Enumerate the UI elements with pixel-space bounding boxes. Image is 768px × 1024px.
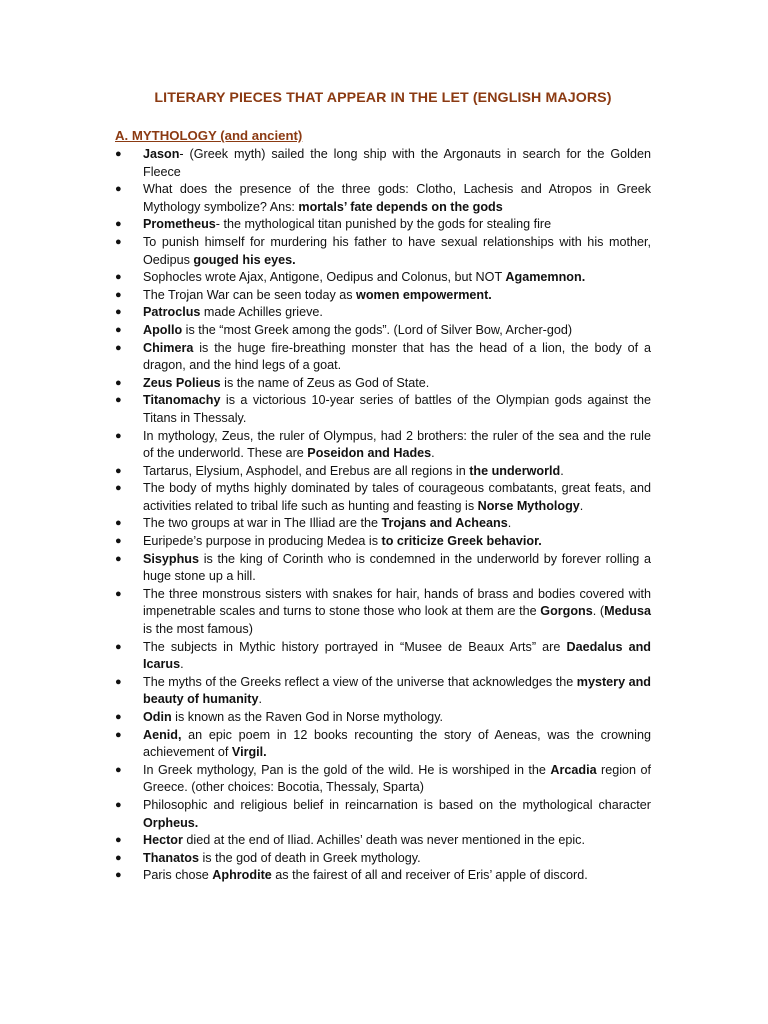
item-text: In Greek mythology, Pan is the gold of the wild. He is worshiped in the [143, 762, 551, 777]
list-item [115, 551, 651, 586]
item-emphasis: Orpheus. [143, 815, 199, 830]
item-text: Paris chose [143, 868, 213, 883]
item-emphasis: mortals’ fate depends on the gods [298, 199, 503, 214]
item-emphasis: Chimera [143, 340, 194, 355]
bullet-icon: ● [115, 341, 122, 354]
item-emphasis: Agamemnon. [505, 270, 586, 285]
bullet-icon: ● [115, 798, 122, 811]
item-text: is the name of Zeus as God of State. [220, 375, 430, 390]
item-text: as the fairest of all and receiver of Eris’ apple of discord. [271, 868, 588, 883]
item-text: The subjects in Mythic history portrayed in “Musee de Beaux Arts” are [143, 639, 567, 654]
item-emphasis: Aenid, [143, 727, 182, 742]
item-emphasis: Patroclus [143, 305, 201, 320]
list-item [115, 181, 651, 216]
item-emphasis: Trojans and Acheans [381, 516, 508, 531]
item-emphasis: Virgil. [231, 745, 267, 760]
list-item [115, 674, 651, 709]
bullet-icon: ● [115, 323, 122, 336]
item-emphasis: Odin [143, 710, 172, 724]
list-item [115, 709, 651, 727]
list-item [115, 269, 651, 287]
item-text: The two groups at war in The Illiad are the [143, 516, 382, 531]
item-emphasis: Daedalus and Icarus [143, 639, 651, 672]
item-text: . ( [592, 604, 605, 619]
bullet-icon: ● [115, 851, 122, 864]
item-text: . [579, 498, 584, 513]
bullet-icon: ● [115, 640, 122, 653]
list-item [115, 287, 651, 305]
bullet-icon: ● [115, 552, 122, 565]
list-item [115, 867, 651, 885]
item-emphasis: Arcadia [550, 762, 597, 777]
bullet-icon: ● [115, 306, 122, 319]
item-emphasis: Sisyphus [143, 551, 199, 566]
item-text: Euripede’s purpose in producing Medea is [143, 534, 382, 549]
bullet-icon: ● [115, 482, 122, 495]
list-item [115, 146, 651, 181]
item-text: region of Greece. (other choices: Bocotia, Thessaly, Sparta) [143, 762, 651, 795]
list-item [115, 392, 651, 427]
item-emphasis: Norse Mythology [477, 498, 580, 513]
list-item [115, 639, 651, 674]
item-text: . [180, 657, 184, 672]
list-item [115, 515, 651, 533]
list-item [115, 586, 651, 639]
item-text: an epic poem in 12 books recounting the story of Aeneas, was the crowning achievement of [143, 727, 651, 760]
item-text: . [560, 463, 564, 478]
list-item [115, 340, 651, 375]
item-text: - (Greek myth) sailed the long ship with the Argonauts in search for the Golden Fleece [143, 147, 651, 179]
list-item [115, 797, 651, 832]
list-item [115, 850, 651, 868]
item-emphasis: Jason [143, 147, 180, 161]
item-text: is the most famous) [143, 622, 253, 637]
list-item [115, 533, 651, 551]
item-emphasis: women empowerment. [356, 287, 492, 302]
list-item [115, 304, 651, 322]
bullet-icon: ● [115, 711, 122, 723]
item-emphasis: Titanomachy [143, 393, 221, 408]
item-text: To punish himself for murdering his father to have sexual relationships with his mother, Oedipus [143, 234, 651, 267]
item-text: - the mythological titan punished by the gods for stealing fire [215, 217, 552, 232]
item-emphasis: to criticize Greek behavior. [381, 534, 542, 549]
list-item [115, 216, 651, 234]
item-text: The body of myths highly dominated by tales of courageous combatants, great feats, and activities related to tribal life such as hunting and feasting is [143, 481, 651, 513]
item-emphasis: Zeus Polieus [143, 375, 221, 390]
bullet-icon: ● [115, 271, 122, 284]
bullet-icon: ● [115, 535, 122, 548]
list-item [115, 234, 651, 269]
item-emphasis: Apollo [143, 322, 183, 337]
item-emphasis: Prometheus [143, 217, 216, 232]
item-text: is the huge fire-breathing monster that has the head of a lion, the body of a dragon, and the hind legs of a goat. [143, 340, 651, 373]
list-item [115, 762, 651, 797]
bullet-icon: ● [115, 183, 122, 196]
item-text: is a victorious 10-year series of battles of the Olympian gods against the Titans in Thessaly. [143, 393, 651, 425]
item-text: Tartarus, Elysium, Asphodel, and Erebus are all regions in [143, 463, 470, 478]
item-text: The three monstrous sisters with snakes for hair, hands of brass and bodies covered with impenetrable scales and turns to stone those who look at them are the [143, 586, 651, 619]
item-text: Philosophic and religious belief in reincarnation is based on the mythological character [143, 797, 651, 812]
item-text: What does the presence of the three gods: Clotho, Lachesis and Atropos in Greek Mythology symbolize? Ans: [143, 182, 651, 214]
item-emphasis: the underworld [469, 463, 561, 478]
item-text: . [258, 692, 262, 707]
bullet-icon: ● [115, 464, 122, 477]
list-item [115, 463, 651, 481]
item-text: is the “most Greek among the gods”. (Lord of Silver Bow, Archer-god) [182, 322, 573, 337]
bullet-icon: ● [115, 834, 122, 847]
bullet-icon: ● [115, 429, 122, 442]
item-text: Sophocles wrote Ajax, Antigone, Oedipus and Colonus, but NOT [143, 270, 506, 285]
bullet-list [115, 146, 651, 885]
item-emphasis: Poseidon and Hades [307, 446, 432, 461]
bullet-icon: ● [115, 288, 122, 301]
item-text: In mythology, Zeus, the ruler of Olympus, had 2 brothers: the ruler of the sea and the rule of the underworld. These are [143, 428, 651, 461]
item-emphasis: Aphrodite [212, 868, 272, 883]
document-title: LITERARY PIECES THAT APPEAR IN THE LET (ENGLISH MAJORS) [154, 90, 612, 106]
item-emphasis: Gorgons [540, 604, 593, 619]
list-item [115, 428, 651, 463]
bullet-icon: ● [115, 675, 122, 688]
section-heading: A. MYTHOLOGY (and ancient) [115, 128, 303, 143]
bullet-icon: ● [115, 517, 122, 530]
bullet-icon: ● [115, 218, 122, 231]
item-text: . [507, 516, 512, 531]
bullet-icon: ● [115, 148, 122, 160]
item-text: is the king of Corinth who is condemned in the underworld by forever rolling a huge stone up a hill. [143, 551, 651, 584]
item-emphasis: Medusa [604, 604, 651, 619]
item-text: is the god of death in Greek mythology. [198, 850, 421, 865]
list-item [115, 322, 651, 340]
list-item [115, 832, 651, 850]
item-text: died at the end of Iliad. Achilles’ death was never mentioned in the epic. [182, 833, 585, 848]
bullet-icon: ● [115, 728, 122, 741]
item-text: made Achilles grieve. [200, 305, 323, 320]
item-emphasis: Thanatos [143, 850, 199, 865]
list-item [115, 375, 651, 393]
item-emphasis: gouged his eyes. [193, 252, 296, 267]
item-emphasis: Hector [143, 833, 183, 848]
bullet-icon: ● [115, 235, 122, 248]
item-text: . [431, 446, 435, 461]
bullet-icon: ● [115, 394, 122, 407]
item-text: The myths of the Greeks reflect a view of the universe that acknowledges the [143, 674, 577, 689]
bullet-icon: ● [115, 376, 122, 389]
list-item [115, 727, 651, 762]
bullet-icon: ● [115, 763, 122, 776]
item-emphasis: mystery and beauty of humanity [143, 674, 651, 707]
list-item [115, 480, 651, 515]
item-text: is known as the Raven God in Norse mythology. [171, 710, 444, 724]
bullet-icon: ● [115, 869, 122, 882]
bullet-icon: ● [115, 587, 122, 600]
item-text: The Trojan War can be seen today as [143, 287, 357, 302]
